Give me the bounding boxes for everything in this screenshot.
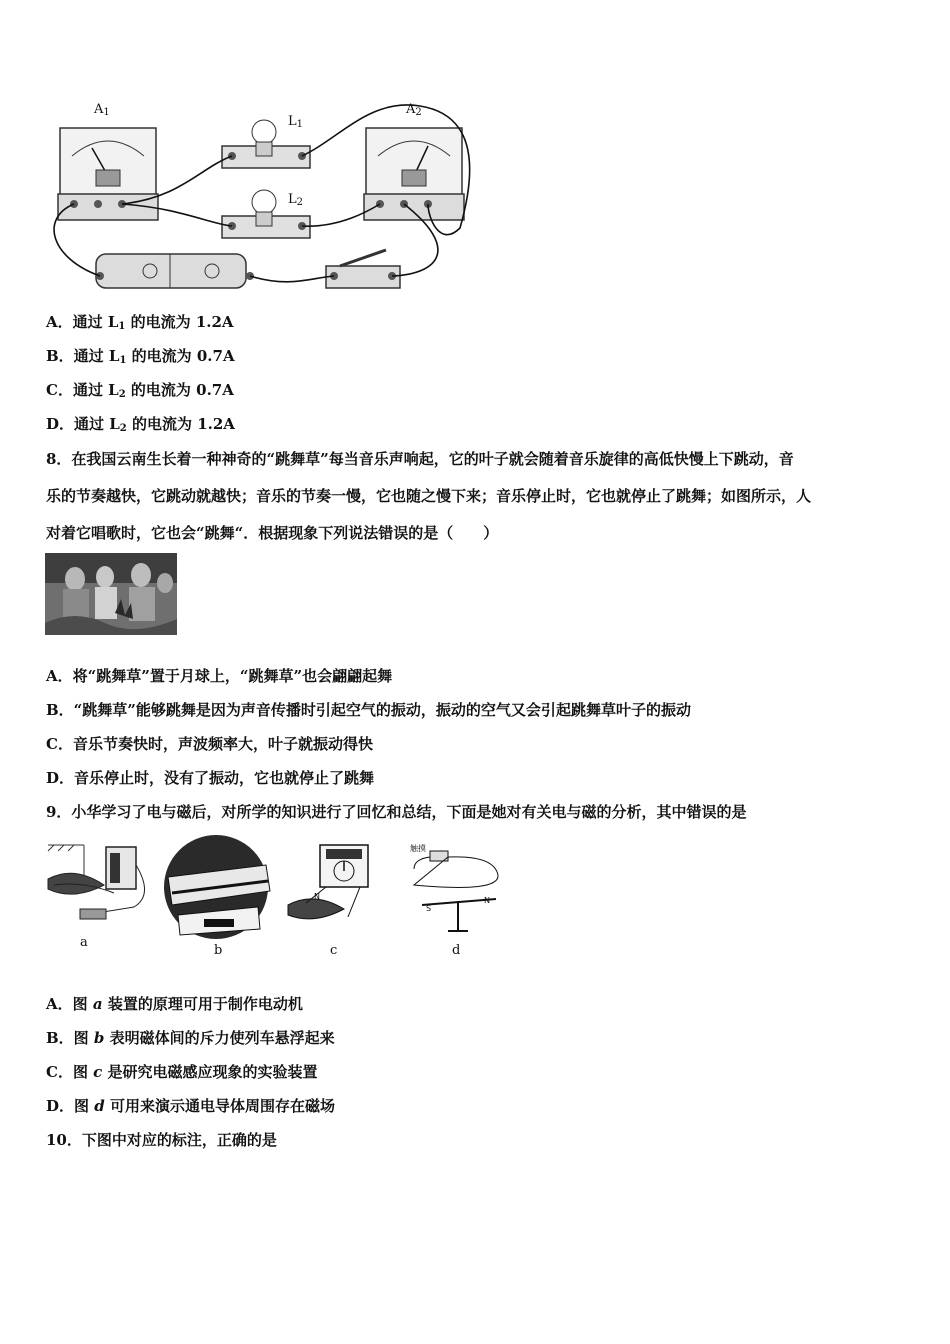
q9-option-b: B．图 b 表明磁体间的斥力使列车悬浮起来: [46, 1029, 335, 1047]
lamp-l1-label: $L_1$: [288, 114, 304, 130]
q8-option-d: D．音乐停止时，没有了振动，它也就停止了跳舞: [46, 769, 375, 787]
q8-stem-line-1: 8．在我国云南生长着一种神奇的“跳舞草”每当音乐声响起，它的叶子就会随着音乐旋律的高低快慢上下跳动，音: [46, 450, 794, 468]
figure-b: [164, 835, 270, 939]
electromagnetism-figures: [44, 835, 514, 965]
figure-c-label: c: [330, 943, 338, 958]
dancing-grass-photo: [45, 553, 177, 635]
q7-option-b: B．通过 $L_1$ 的电流为 0.7A: [46, 347, 235, 366]
battery: [96, 254, 254, 288]
figure-d: [414, 851, 498, 931]
q9-stem: 9．小华学习了电与磁后，对所学的知识进行了回忆和总结，下面是她对有关电与磁的分析，其中错误的是: [46, 803, 747, 821]
figure-d-label: d: [452, 943, 461, 958]
q8-option-c: C．音乐节奏快时，声波频率大，叶子就振动得快: [46, 735, 373, 753]
q8-option-b: B．“跳舞草”能够跳舞是因为声音传播时引起空气的振动，振动的空气又会引起跳舞草叶子的振动: [46, 701, 691, 719]
circuit-figure: [40, 98, 480, 298]
ammeter-a1-label: $A_1$: [94, 102, 110, 118]
q9-option-c: C．图 c 是研究电磁感应现象的实验装置: [46, 1063, 318, 1081]
switch: [326, 250, 400, 288]
figure-a-label: a: [80, 935, 88, 950]
q8-option-a: A．将“跳舞草”置于月球上，“跳舞草”也会翩翩起舞: [46, 667, 393, 685]
figure-c: [288, 845, 368, 919]
figure-d-touch-label: 触摸: [410, 844, 426, 853]
q7-option-a: A．通过 $L_1$ 的电流为 1.2A: [46, 313, 234, 332]
svg-text:S: S: [426, 904, 432, 913]
lamp-l2-label: $L_2$: [288, 192, 304, 208]
q8-stem-line-2: 乐的节奏越快，它跳动就越快；音乐的节奏一慢，它也随之慢下来；音乐停止时，它也就停止了跳舞；如图所示，人: [46, 487, 812, 505]
q7-option-d: D．通过 $L_2$ 的电流为 1.2A: [46, 415, 235, 434]
q10-stem: 10．下图中对应的标注，正确的是: [46, 1131, 277, 1149]
q9-option-d: D．图 d 可用来演示通电导体周围存在磁场: [46, 1097, 335, 1115]
figure-a: [48, 845, 145, 919]
ammeter-a2: [364, 128, 464, 220]
figure-b-label: b: [214, 943, 223, 958]
q7-option-c: C．通过 $L_2$ 的电流为 0.7A: [46, 381, 234, 400]
ammeter-a2-label: $A_2$: [406, 102, 422, 118]
svg-text:N: N: [484, 896, 490, 905]
q8-stem-line-3: 对着它唱歌时，它也会“跳舞“．根据现象下列说法错误的是（ ）: [46, 524, 499, 542]
svg-text:N: N: [314, 892, 320, 901]
q9-option-a: A．图 a 装置的原理可用于制作电动机: [46, 995, 303, 1013]
